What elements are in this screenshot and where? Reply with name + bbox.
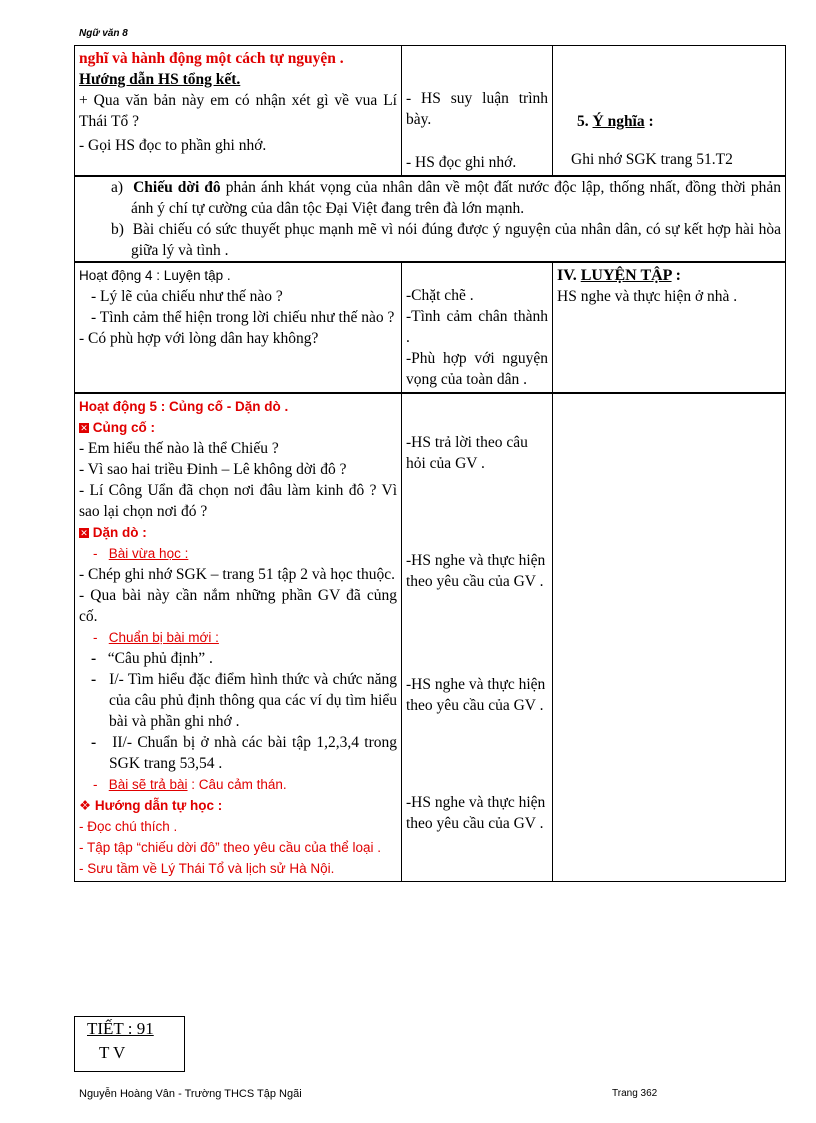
table-row [75, 393, 786, 882]
subheading: - Bài vừa học : [93, 546, 189, 561]
activity-text: - Có phù hợp với lòng dân hay không? [79, 330, 319, 347]
question-text: - Vì sao hai triều Đinh – Lê không dời đô ? [79, 461, 347, 478]
prep-item: - I/- Tìm hiểu đặc điểm hình thức và chức năng của câu phủ định thông qua các ví dụ tìm hiểu bài và phần ghi nhớ . [91, 671, 398, 730]
table-row [75, 262, 786, 393]
content-cell [553, 46, 786, 177]
page-header: Ngữ văn 8 [79, 28, 128, 39]
homework-heading: ✕ Dặn dò : [80, 525, 147, 540]
activity-text: - Tình cảm thể hiện trong lời chiếu như thế nào ? [91, 309, 395, 326]
lesson-box [74, 1016, 185, 1072]
activity-text: + Qua văn bản này em có nhận xét gì về vua Lí Thái Tổ ? [79, 92, 397, 130]
content-text: Ghi nhớ SGK trang 51.T2 [571, 151, 733, 168]
checkbox-icon: ✕ [80, 423, 88, 434]
prep-item: - II/- Chuẩn bị ở nhà các bài tập 1,2,3,4 trong SGK trang 53,54 . [91, 734, 398, 772]
student-text: -HS nghe và thực hiện theo yêu cầu của GV . [406, 794, 546, 832]
content-cell [553, 393, 786, 882]
checkbox-icon: ✕ [80, 528, 88, 539]
section-heading: IV. LUYỆN TẬP : [557, 267, 681, 284]
student-text: -Tình cảm chân thành . [406, 308, 548, 346]
summary-cell [75, 176, 786, 262]
subheading: - Chuẩn bị bài mới : [93, 630, 219, 645]
section-heading: 5. Ý nghĩa : [577, 113, 654, 130]
content-text: HS nghe và thực hiện ở nhà . [557, 288, 738, 305]
table-row [75, 46, 786, 177]
content-cell [553, 262, 786, 393]
activity-title: Hoạt động 4 : Luyện tập . [79, 268, 231, 283]
summary-item: a) Chiếu dời đô phản ánh khát vọng của nhân dân về một đất nước độc lập, thống nhất, đồng thời phản ánh ý chí tự cường của dân tộc Đại Việt đang trên đà lớn mạnh. [111, 179, 782, 217]
self-study-text: - Đọc chú thích . [79, 819, 178, 834]
self-study-text: - Sưu tầm về Lý Thái Tổ và lịch sử Hà Nội. [79, 861, 335, 876]
student-cell [402, 46, 553, 177]
student-cell [402, 262, 553, 393]
question-text: - Lí Công Uẩn đã chọn nơi đâu làm kinh đô ? Vì sao lại chọn nơi đó ? [79, 482, 397, 520]
homework-text: - Chép ghi nhớ SGK – trang 51 tập 2 và học thuộc. [79, 566, 395, 583]
subheading: - Bài sẽ trả bài : Câu cảm thán. [93, 777, 287, 792]
self-study-text: - Tập tập “chiếu dời đô” theo yêu cầu của thể loại . [79, 840, 382, 855]
activity-cell [75, 46, 402, 177]
student-text: -HS trả lời theo câu hỏi của GV . [406, 434, 528, 472]
homework-text: - Qua bài này cần nắm những phần GV đã củng cố. [79, 587, 397, 625]
prep-item: - “Câu phủ định” . [91, 650, 213, 667]
activity-text: nghĩ và hành động một cách tự nguyện . [79, 50, 344, 67]
student-text: -Chặt chẽ . [406, 287, 474, 304]
table-row [75, 176, 786, 262]
activity-text: - Lý lẽ của chiếu như thế nào ? [91, 288, 283, 305]
student-text: - HS đọc ghi nhớ. [406, 154, 517, 171]
footer-author: Nguyễn Hoàng Vân - Trường THCS Tập Ngãi [79, 1088, 302, 1100]
student-text: -Phù hợp với nguyện vọng của toàn dân . [406, 350, 548, 388]
diamond-bullet-icon: ❖ [79, 798, 92, 813]
question-text: - Em hiểu thế nào là thể Chiếu ? [79, 440, 279, 457]
self-study-heading: ❖ Hướng dẫn tự học : [79, 798, 223, 813]
activity-title: Hoạt động 5 : Củng cố - Dặn dò . [79, 399, 289, 414]
activity-heading: Hướng dẫn HS tổng kết. [79, 71, 241, 88]
student-cell [402, 393, 553, 882]
activity-cell [75, 393, 402, 882]
lesson-subject: T V [99, 1043, 126, 1062]
activity-cell [75, 262, 402, 393]
summary-item: b) Bài chiếu có sức thuyết phục mạnh mẽ vì nói đúng được ý nguyện của nhân dân, có sự kết hợp hài hòa giữa lý và tình . [111, 221, 782, 259]
lesson-table [74, 45, 786, 882]
footer-page: Trang 362 [612, 1088, 658, 1099]
student-text: - HS suy luận trình bày. [406, 90, 548, 128]
student-text: -HS nghe và thực hiện theo yêu cầu của GV . [406, 676, 546, 714]
consolidate-heading: ✕ Củng cố : [80, 420, 156, 435]
lesson-number: TIẾT : 91 [87, 1019, 154, 1038]
activity-text: - Gọi HS đọc to phần ghi nhớ. [79, 137, 267, 154]
student-text: -HS nghe và thực hiện theo yêu cầu của GV . [406, 552, 546, 590]
